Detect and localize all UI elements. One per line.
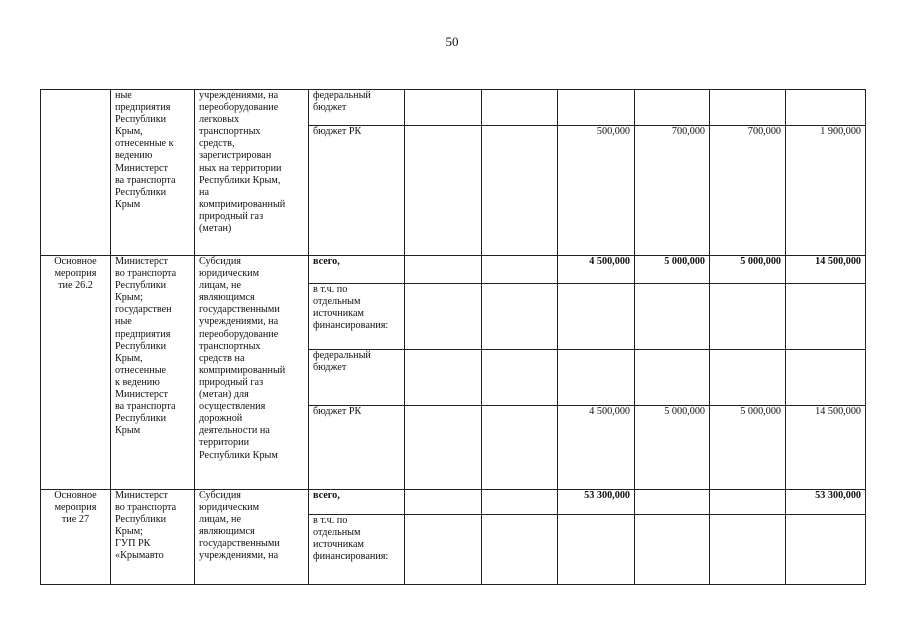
description-cell: Субсидия юридическим лицам, не являющимся государственными учреждениями, на (195, 490, 309, 585)
value-cell (710, 90, 786, 126)
value-cell: 1 900,000 (786, 126, 866, 256)
value-cell (405, 406, 482, 490)
executor-cell: ные предприятия Республики Крым, отнесенные к ведению Министерст ва транспорта Республики Крым (111, 90, 195, 256)
executor-cell: Министерст во транспорта Республики Крым; ГУП РК «Крымавто (111, 490, 195, 585)
value-cell: 53 300,000 (558, 490, 635, 515)
value-cell (635, 350, 710, 406)
value-cell (405, 284, 482, 350)
value-cell (786, 90, 866, 126)
value-cell (482, 490, 558, 515)
value-cell (635, 90, 710, 126)
value-cell (635, 490, 710, 515)
source-cell: всего, (309, 256, 405, 284)
source-cell: бюджет РК (309, 126, 405, 256)
executor-cell: Министерст во транспорта Республики Крым; государствен ные предприятия Республики Крым, отнесенные к ведению Министерст ва транспорта Республики Крым (111, 256, 195, 490)
value-cell: 5 000,000 (710, 406, 786, 490)
measure-cell: Основное мероприя тие 27 (41, 490, 111, 585)
source-cell: федеральный бюджет (309, 350, 405, 406)
table-row (41, 90, 866, 126)
value-cell (405, 126, 482, 256)
value-cell: 4 500,000 (558, 256, 635, 284)
measure-cell (41, 90, 111, 256)
value-cell: 700,000 (635, 126, 710, 256)
source-cell: в т.ч. по отдельным источникам финансирования: (309, 284, 405, 350)
funding-table (40, 89, 866, 585)
value-cell (482, 126, 558, 256)
table-row (41, 490, 866, 515)
value-cell (482, 350, 558, 406)
table-row (41, 256, 866, 284)
value-cell (710, 515, 786, 585)
value-cell: 53 300,000 (786, 490, 866, 515)
page-number: 50 (445, 34, 459, 49)
source-cell: бюджет РК (309, 406, 405, 490)
source-cell: в т.ч. по отдельным источникам финансирования: (309, 515, 405, 585)
value-cell: 5 000,000 (710, 256, 786, 284)
value-cell: 14 500,000 (786, 256, 866, 284)
value-cell (710, 490, 786, 515)
value-cell (558, 90, 635, 126)
value-cell (558, 284, 635, 350)
value-cell (786, 284, 866, 350)
value-cell: 700,000 (710, 126, 786, 256)
value-cell (786, 350, 866, 406)
value-cell: 5 000,000 (635, 256, 710, 284)
value-cell (405, 515, 482, 585)
value-cell (710, 350, 786, 406)
value-cell (482, 406, 558, 490)
value-cell (482, 284, 558, 350)
value-cell: 5 000,000 (635, 406, 710, 490)
value-cell (558, 515, 635, 585)
value-cell (635, 515, 710, 585)
value-cell (786, 515, 866, 585)
value-cell: 500,000 (558, 126, 635, 256)
value-cell (405, 256, 482, 284)
value-cell (482, 256, 558, 284)
value-cell (710, 284, 786, 350)
source-cell: всего, (309, 490, 405, 515)
value-cell: 4 500,000 (558, 406, 635, 490)
value-cell: 14 500,000 (786, 406, 866, 490)
measure-cell: Основное мероприя тие 26.2 (41, 256, 111, 490)
value-cell (482, 515, 558, 585)
value-cell (635, 284, 710, 350)
value-cell (405, 490, 482, 515)
description-cell: Субсидия юридическим лицам, не являющимся государственными учреждениями, на переоборудование транспортных средств на компримированный природный газ (метан) для осуществления дорожной деятельности на территории Республики Крым (195, 256, 309, 490)
description-cell: учреждениями, на переоборудование легковых транспортных средств, зарегистрирован ных на территории Республики Крым, на компримированный природный газ (метан) (195, 90, 309, 256)
source-cell: федеральный бюджет (309, 90, 405, 126)
value-cell (405, 90, 482, 126)
value-cell (405, 350, 482, 406)
value-cell (558, 350, 635, 406)
value-cell (482, 90, 558, 126)
